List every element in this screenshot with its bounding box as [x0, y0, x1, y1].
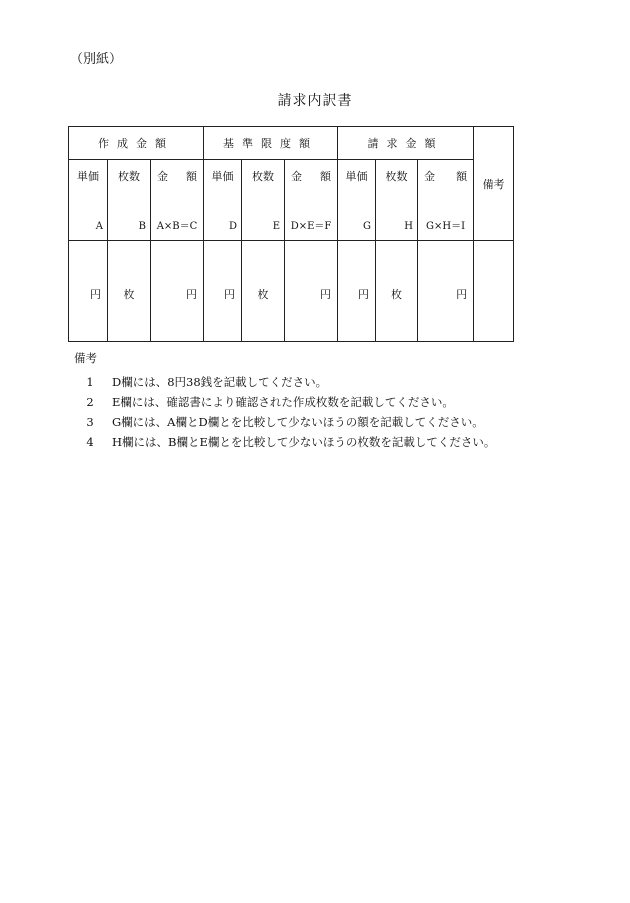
- col-i-header: [418, 160, 474, 241]
- col-b-header: [108, 160, 151, 241]
- note-number: 4: [86, 435, 94, 449]
- col-formula: H: [404, 221, 414, 232]
- col-c-header: [151, 160, 204, 241]
- col-label: 単価: [211, 170, 234, 183]
- cell-b: [108, 241, 151, 342]
- unit-label: 枚: [123, 288, 135, 301]
- note-text: H欄には、B欄とE欄とを比較して少ないほうの枚数を記載してください。: [112, 435, 496, 449]
- data-entry-row: [69, 241, 514, 342]
- col-label-left: 金: [291, 170, 303, 183]
- col-label-right: 額: [186, 170, 198, 183]
- note-text: G欄には、A欄とD欄とを比較して少ないほうの額を記載してください。: [112, 415, 484, 429]
- col-label-left: 金: [157, 170, 168, 183]
- group-claim-amount: 請求金額: [338, 127, 474, 160]
- cell-a: [69, 241, 108, 342]
- remarks-column-header: 備考: [474, 127, 514, 241]
- col-formula: A: [95, 221, 103, 232]
- note-text: D欄には、8円38銭を記載してください。: [112, 375, 328, 389]
- document-title: 請求内訳書: [277, 93, 353, 109]
- col-formula: E: [272, 221, 281, 232]
- col-label: [151, 168, 203, 184]
- group-standard-limit: 基準限度額: [204, 127, 338, 160]
- cell-g: [338, 241, 376, 342]
- col-formula: D×E＝F: [290, 221, 332, 232]
- cell-f: [285, 241, 338, 342]
- col-label-left: 金: [424, 170, 436, 183]
- notes-section: [74, 350, 495, 452]
- col-g-header: [338, 160, 376, 241]
- unit-label: 円: [358, 288, 370, 301]
- note-item: [74, 412, 495, 432]
- note-item: [74, 372, 495, 392]
- unit-label: 円: [186, 288, 198, 301]
- cell-d: [204, 241, 242, 342]
- col-label: 単価: [77, 170, 99, 183]
- cell-remarks: [474, 241, 514, 342]
- cell-e: [242, 241, 285, 342]
- cell-c: [151, 241, 204, 342]
- cell-i: [418, 241, 474, 342]
- col-a-header: [69, 160, 108, 241]
- unit-label: 円: [456, 288, 468, 301]
- group-created-amount: 作成金額: [69, 127, 204, 160]
- cell-h: [376, 241, 418, 342]
- col-h-header: [376, 160, 418, 241]
- subheader-row: [69, 160, 514, 241]
- group-header-row: [69, 127, 514, 160]
- col-d-header: [204, 160, 242, 241]
- note-number: 3: [86, 415, 94, 429]
- col-label: [418, 168, 473, 184]
- col-e-header: [242, 160, 285, 241]
- col-label-right: 額: [320, 170, 332, 183]
- col-formula: D: [229, 221, 238, 232]
- note-number: 1: [86, 375, 94, 389]
- unit-label: 円: [224, 288, 236, 301]
- unit-label: 円: [90, 288, 101, 301]
- unit-label: 枚: [391, 288, 403, 301]
- col-f-header: [285, 160, 338, 241]
- col-label: 枚数: [385, 170, 408, 183]
- col-formula: G: [363, 221, 372, 232]
- note-text: E欄には、確認書により確認された作成枚数を記載してください。: [112, 395, 454, 409]
- col-formula: B: [138, 221, 146, 232]
- unit-label: 円: [320, 288, 332, 301]
- col-formula: G×H＝I: [426, 221, 466, 232]
- col-label: 枚数: [252, 170, 275, 183]
- note-item: [74, 432, 495, 452]
- col-label: 枚数: [118, 170, 140, 183]
- col-label: 単価: [345, 170, 368, 183]
- annex-label: （別紙）: [70, 52, 123, 67]
- col-label: [285, 168, 337, 184]
- breakdown-table: [68, 126, 514, 342]
- unit-label: 枚: [257, 288, 269, 301]
- note-number: 2: [86, 395, 94, 409]
- col-label-right: 額: [456, 170, 468, 183]
- note-item: [74, 392, 495, 412]
- col-formula: A×B＝C: [156, 221, 198, 232]
- notes-heading: 備考: [74, 351, 97, 365]
